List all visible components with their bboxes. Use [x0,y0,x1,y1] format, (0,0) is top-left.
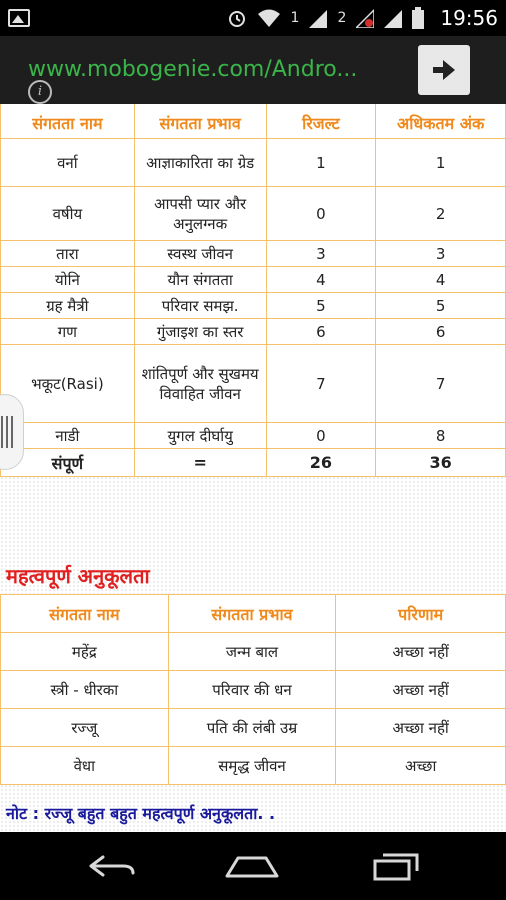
info-icon[interactable]: i [28,80,52,104]
cell-result: अच्छा नहीं [336,709,506,747]
total-result: 26 [266,449,376,477]
cell-effect: स्वस्थ जीवन [134,241,266,267]
table-row [1,747,506,785]
cell-result: 1 [266,139,376,187]
total-max: 36 [376,449,506,477]
section-title: महत्वपूर्ण अनुकूलता [6,564,150,588]
total-label: संपूर्ण [1,449,135,477]
table-row [1,187,506,241]
important-compatibility-table [0,594,506,785]
table-header-row [1,104,506,139]
no-signal-icon [356,8,374,28]
browser-url-bar [0,36,506,104]
signal-icon [309,8,327,28]
cell-result: 4 [266,267,376,293]
home-button[interactable] [202,832,302,900]
cell-max: 1 [376,139,506,187]
back-button[interactable] [62,832,162,900]
battery-icon [412,7,424,29]
cell-result: अच्छा [336,747,506,785]
cell-effect: परिवार की धन [168,671,336,709]
table-header-row [1,595,506,633]
cell-result: 0 [266,187,376,241]
total-eq: = [134,449,266,477]
cell-effect: परिवार समझ. [134,293,266,319]
recents-icon [373,851,419,881]
cell-max: 7 [376,345,506,423]
cell-name: स्त्री - धीरका [1,671,169,709]
cell-name: भकूट(Rasi) [1,345,135,423]
cell-max: 5 [376,293,506,319]
header-cell: संगतता प्रभाव [134,104,266,139]
header-cell: संगतता प्रभाव [168,595,336,633]
cell-max: 4 [376,267,506,293]
home-icon [224,852,280,880]
gallery-notification-icon [8,9,30,27]
cell-effect: समृद्ध जीवन [168,747,336,785]
header-cell: रिजल्ट [266,104,376,139]
header-cell: संगतता नाम [1,104,135,139]
compatibility-table [0,104,506,477]
clock: 19:56 [440,6,498,30]
table-row [1,709,506,747]
back-icon [87,853,137,879]
table-row [1,671,506,709]
table-total-row [1,449,506,477]
cell-max: 8 [376,423,506,449]
table-row [1,267,506,293]
recents-button[interactable] [346,832,446,900]
sim1-label: 1 [290,10,300,26]
table-row [1,293,506,319]
cell-result: अच्छा नहीं [336,671,506,709]
cell-name: गण [1,319,135,345]
grip-line [11,416,13,448]
table-row [1,345,506,423]
cell-effect: गुंजाइश का स्तर [134,319,266,345]
notification-count: 2 [337,10,347,26]
cell-effect: शांतिपूर्ण और सुखमय विवाहित जीवन [134,345,266,423]
cell-effect: युगल दीर्घायु [134,423,266,449]
table-row [1,319,506,345]
cell-name: महेंद्र [1,633,169,671]
header-cell: परिणाम [336,595,506,633]
status-icons [227,0,498,36]
table-row [1,139,506,187]
table-row [1,241,506,267]
cell-effect: आपसी प्यार और अनुलग्नक [134,187,266,241]
cell-name: वषीय [1,187,135,241]
cell-effect: यौन संगतता [134,267,266,293]
go-button[interactable] [418,45,470,95]
side-drawer-handle[interactable] [0,394,24,470]
cell-name: वेधा [1,747,169,785]
cell-result: 0 [266,423,376,449]
header-cell: अधिकतम अंक [376,104,506,139]
grip-line [1,416,3,448]
alarm-icon [227,8,247,28]
page-content [0,104,506,832]
cell-max: 6 [376,319,506,345]
cell-effect: पति की लंबी उम्र [168,709,336,747]
cell-result: 5 [266,293,376,319]
note-text: नोट : रज्जू बहुत बहुत महत्वपूर्ण अनुकूलता. . [6,804,276,823]
cell-max: 3 [376,241,506,267]
arrow-right-icon [431,57,457,83]
cell-name: रज्जू [1,709,169,747]
header-cell: संगतता नाम [1,595,169,633]
cell-result: अच्छा नहीं [336,633,506,671]
cell-name: नाडी [1,423,135,449]
cell-name: ग्रह मैत्री [1,293,135,319]
table-row [1,633,506,671]
cell-name: वर्ना [1,139,135,187]
cell-max: 2 [376,187,506,241]
signal-icon [384,8,402,28]
cell-result: 7 [266,345,376,423]
cell-effect: जन्म बाल [168,633,336,671]
cell-name: तारा [1,241,135,267]
cell-result: 6 [266,319,376,345]
status-bar [0,0,506,36]
grip-line [6,416,8,448]
cell-name: योनि [1,267,135,293]
table-row [1,423,506,449]
cell-result: 3 [266,241,376,267]
wifi-icon [257,8,281,28]
cell-effect: आज्ञाकारिता का ग्रेड [134,139,266,187]
navigation-bar [0,832,506,900]
url-text[interactable]: www.mobogenie.com/Andro... [28,57,358,82]
